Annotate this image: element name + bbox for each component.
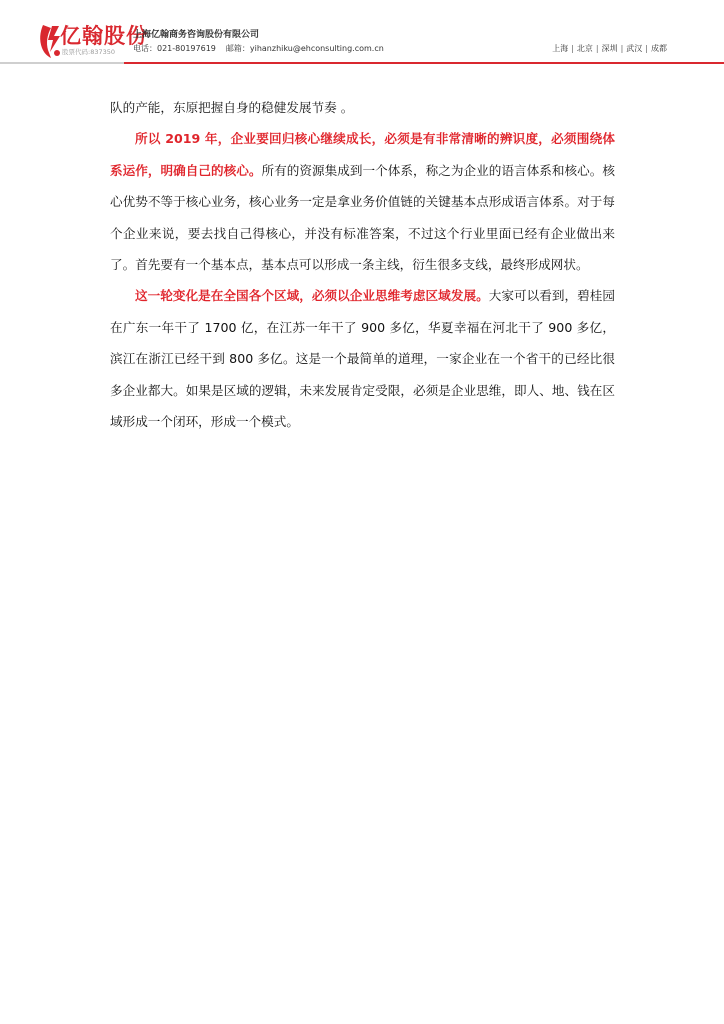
logo-stock-code: 股票代码:837350 <box>62 48 116 56</box>
contact-line <box>133 45 384 53</box>
email-text: 邮箱：yihanzhiku@ehconsulting.com.cn <box>225 44 384 53</box>
city-item: 北京 <box>576 44 593 53</box>
paragraph-1 <box>110 92 615 123</box>
paragraph-2-text: 所有的资源集成到一个体系，称之为企业的语言体系和核心。核心优势不等于核心业务，核心业务一定是拿业务价值链的关键基本点形成语言体系。对于每个企业来说，要去找自己得核心，并没有标准答案，不过这个行业里面已经有企业做出来了。首先要有一个基本点，基本点可以形成一条主线，衍生很多支线，最终形成网状。 <box>110 162 616 273</box>
paragraph-3-text: 大家可以看到，碧桂园在广东一年干了 1700 亿，在江苏一年干了 900 多亿，华夏幸福在河北干了 900 多亿，滨江在浙江已经干到 800 多亿。这是一个最简单的道理，一家企业在一个省干的已经比很多企业都大。如果是区域的逻辑，未来发展肯定受限，必须是企业思维，即人、地、钱在区域形成一个闭环，形成一个模式。 <box>110 288 616 430</box>
company-name: 上海亿翰商务咨询股份有限公司 <box>133 30 260 40</box>
paragraph-2-emphasis: 所以 2019 年，企业要回归核心继续成长，必须是有非常清晰的辨识度，必须围绕体系运作，明确自己的核心。 <box>110 131 615 178</box>
header-rule-gray <box>0 62 124 64</box>
header-rule-red <box>124 62 724 64</box>
city-item: 武汉 <box>626 44 643 53</box>
city-item: 深圳 <box>601 44 618 53</box>
city-list: 上海 | 北京 | 深圳 | 武汉 | 成都 <box>552 44 667 53</box>
city-item: 成都 <box>651 44 667 53</box>
logo-name: 亿翰股份 <box>60 24 148 48</box>
paragraph-2 <box>110 123 615 280</box>
paragraph-1-text: 队的产能，东原把握自身的稳健发展节奏 。 <box>110 100 354 115</box>
page-header <box>0 0 724 78</box>
document-body <box>110 92 615 437</box>
paragraph-3-emphasis: 这一轮变化是在全国各个区域，必须以企业思维考虑区域发展。 <box>135 288 489 304</box>
city-item: 上海 <box>552 44 569 53</box>
paragraph-3 <box>110 280 615 437</box>
phone-text: 电话：021-80197619 <box>133 44 216 53</box>
